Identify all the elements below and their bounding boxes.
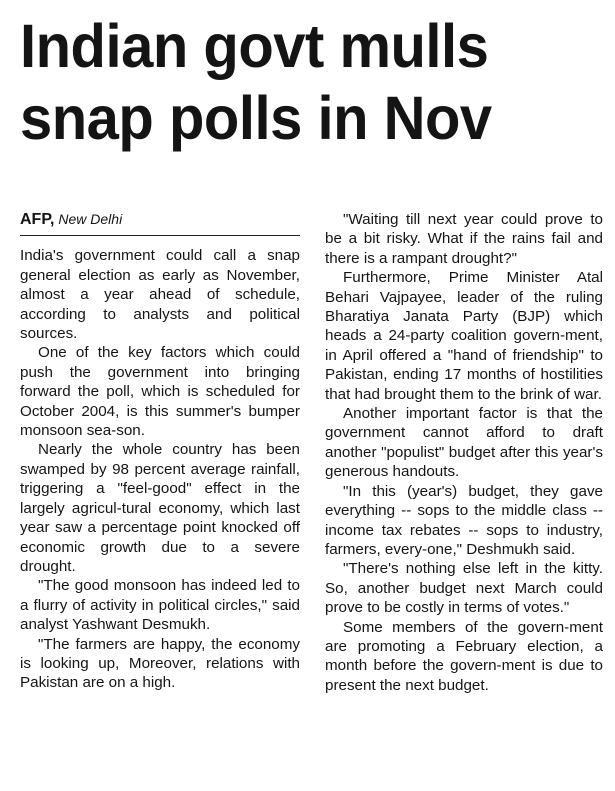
byline [20, 210, 300, 236]
article-column-right [325, 210, 603, 695]
paragraph: Nearly the whole country has been swamped by 98 percent average rainfall, triggering a "feel-good" effect in the largely agricul-tural economy, which last year saw a percentage point knocked off economic growth due to a severe drought. [20, 441, 300, 575]
paragraph: "In this (year's) budget, they gave everything -- sops to the middle class -- income tax rebates -- sops to industry, farmers, every-one," Deshmukh said. [325, 482, 603, 558]
paragraph: "The good monsoon has indeed led to a flurry of activity in political circles," said analyst Yashwant Desmukh. [20, 577, 300, 634]
paragraph: "The farmers are happy, the economy is looking up, Moreover, relations with Pakistan are on a high. [20, 635, 300, 692]
paragraph: "Waiting till next year could prove to be a bit risky. What if the rains fail and there is a rampant drought?" [325, 211, 603, 267]
byline-agency: AFP, [20, 211, 55, 228]
paragraph: Another important factor is that the government cannot afford to draft another "populist" budget after this year's generous handouts. [325, 405, 603, 481]
paragraph: "There's nothing else left in the kitty. So, another budget next March could prove to be costly in terms of votes." [325, 560, 603, 617]
byline-place: New Delhi [58, 211, 123, 227]
paragraph: India's government could call a snap general election as early as November, almost a year ahead of schedule, according to analysts and political sources. [20, 247, 300, 343]
article-column-left [20, 210, 300, 693]
paragraph: Furthermore, Prime Minister Atal Behari Vajpayee, leader of the ruling Bharatiya Janata Party (BJP) which heads a 24-party coalition govern-ment, in April offered a "hand of friendship" to Pakistan, ending 17 months of hostilities that had brought them to the brink of war. [325, 269, 603, 403]
paragraph: One of the key factors which could push the government into bringing forward the poll, which is scheduled for October 2004, is this summer's bumper monsoon sea-son. [20, 344, 300, 440]
paragraph: Some members of the govern-ment are promoting a February election, a month before the govern-ment is due to present the next budget. [325, 618, 603, 694]
headline: Indian govt mulls snap polls in Nov [20, 12, 492, 152]
